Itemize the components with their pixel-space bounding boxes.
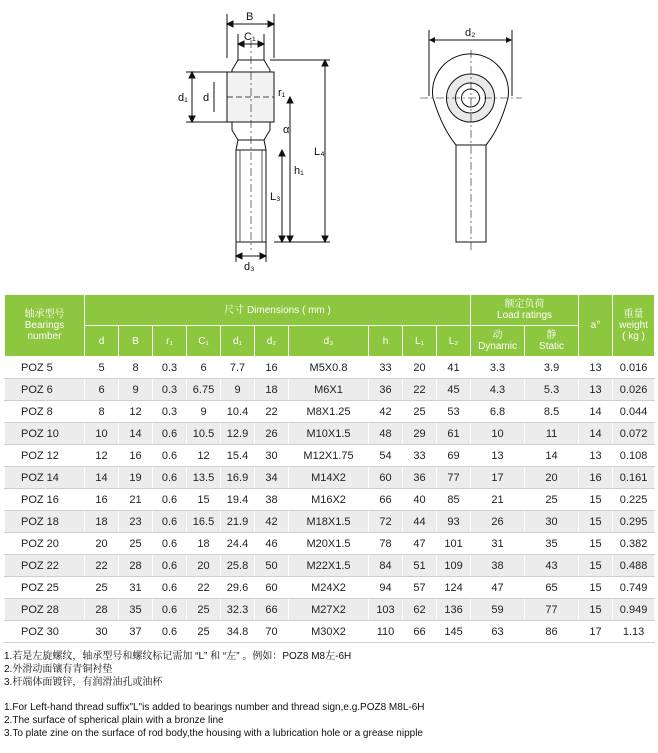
- table-row: [5, 401, 655, 423]
- table-row: [5, 379, 655, 401]
- table-cell: 66: [255, 599, 289, 621]
- table-cell: 0.161: [613, 467, 655, 489]
- table-cell: 8: [85, 401, 119, 423]
- header-model-en-1: Bearings: [24, 320, 65, 331]
- cell-model: POZ 30: [5, 621, 85, 643]
- table-cell: 0.225: [613, 489, 655, 511]
- table-cell: 21: [119, 489, 153, 511]
- table-cell: 28: [119, 555, 153, 577]
- cell-model: POZ 20: [5, 533, 85, 555]
- header-dynamic: [471, 326, 525, 357]
- table-cell: 13: [579, 357, 613, 379]
- table-cell: 0.6: [153, 533, 187, 555]
- table-cell: 13: [579, 445, 613, 467]
- table-cell: 21.9: [221, 511, 255, 533]
- header-dynamic-en: Dynamic: [478, 341, 517, 352]
- table-body: [5, 357, 655, 643]
- cell-model: POZ 22: [5, 555, 85, 577]
- header-model-cn: 轴承型号: [24, 309, 65, 320]
- technical-drawings: [0, 0, 658, 290]
- table-cell: 59: [471, 599, 525, 621]
- table-cell: 0.6: [153, 599, 187, 621]
- table-cell: 0.026: [613, 379, 655, 401]
- table-cell: 10: [471, 423, 525, 445]
- table-cell: 30: [525, 511, 579, 533]
- table-cell: 0.295: [613, 511, 655, 533]
- label-L4: L₄: [314, 146, 325, 158]
- cell-model: POZ 6: [5, 379, 85, 401]
- table-cell: 7.7: [221, 357, 255, 379]
- table-cell: 20: [403, 357, 437, 379]
- table-cell: 85: [437, 489, 471, 511]
- table-cell: 18: [85, 511, 119, 533]
- table-cell: 15.4: [221, 445, 255, 467]
- label-h1: h₁: [294, 165, 304, 177]
- table-cell: 35: [525, 533, 579, 555]
- table-cell: 20: [187, 555, 221, 577]
- table-cell: 0.6: [153, 489, 187, 511]
- table-cell: 103: [369, 599, 403, 621]
- table-cell: 38: [255, 489, 289, 511]
- table-cell: 12.9: [221, 423, 255, 445]
- table-cell: 19.4: [221, 489, 255, 511]
- table-cell: 13: [471, 445, 525, 467]
- table-row: [5, 577, 655, 599]
- table-cell: 10.4: [221, 401, 255, 423]
- table-cell: 14: [119, 423, 153, 445]
- table-cell: 16.5: [187, 511, 221, 533]
- table-cell: 101: [437, 533, 471, 555]
- table-cell: 0.3: [153, 357, 187, 379]
- table-cell: 13: [579, 379, 613, 401]
- table-cell: 36: [403, 467, 437, 489]
- label-d2: d₂: [465, 27, 476, 39]
- header-model: [5, 295, 85, 357]
- table-cell: 0.016: [613, 357, 655, 379]
- label-L3: L₃: [270, 191, 281, 203]
- header-weight-en-2: ( kg ): [622, 331, 645, 342]
- label-C1: C₁: [244, 31, 256, 43]
- cell-model: POZ 8: [5, 401, 85, 423]
- table-cell: M30X2: [289, 621, 369, 643]
- table-cell: 77: [437, 467, 471, 489]
- table-cell: 48: [369, 423, 403, 445]
- table-cell: 70: [255, 621, 289, 643]
- table-cell: M27X2: [289, 599, 369, 621]
- table-cell: 22: [85, 555, 119, 577]
- header-col-d: d: [85, 326, 119, 357]
- table-cell: 31: [119, 577, 153, 599]
- cell-model: POZ 28: [5, 599, 85, 621]
- table-cell: 14: [525, 445, 579, 467]
- table-cell: 69: [437, 445, 471, 467]
- table-cell: 45: [437, 379, 471, 401]
- table-cell: 8.5: [525, 401, 579, 423]
- table-cell: 0.488: [613, 555, 655, 577]
- table-cell: M6X1: [289, 379, 369, 401]
- table-cell: 13.5: [187, 467, 221, 489]
- table-cell: 15: [579, 599, 613, 621]
- table-cell: 10.5: [187, 423, 221, 445]
- table-cell: 136: [437, 599, 471, 621]
- header-col-h: h: [369, 326, 403, 357]
- table-cell: 23: [119, 511, 153, 533]
- table-cell: 15: [579, 511, 613, 533]
- spec-table: [4, 294, 655, 643]
- table-cell: 34.8: [221, 621, 255, 643]
- table-cell: 60: [255, 577, 289, 599]
- table-cell: 0.3: [153, 379, 187, 401]
- header-col-r1: r₁: [153, 326, 187, 357]
- header-static-en: Static: [539, 341, 565, 352]
- label-d1: d₁: [178, 92, 188, 104]
- table-cell: 15: [579, 489, 613, 511]
- table-cell: 38: [471, 555, 525, 577]
- header-weight: [613, 295, 655, 357]
- table-row: [5, 423, 655, 445]
- table-cell: 6.8: [471, 401, 525, 423]
- cell-model: POZ 5: [5, 357, 85, 379]
- table-header-row-1: [5, 295, 655, 326]
- table-cell: 31: [471, 533, 525, 555]
- table-cell: 12: [187, 445, 221, 467]
- table-cell: 20: [525, 467, 579, 489]
- table-cell: 30: [85, 621, 119, 643]
- table-cell: 65: [525, 577, 579, 599]
- table-cell: 0.044: [613, 401, 655, 423]
- table-cell: 0.6: [153, 467, 187, 489]
- table-row: [5, 489, 655, 511]
- table-cell: 40: [403, 489, 437, 511]
- table-cell: 124: [437, 577, 471, 599]
- table-cell: 0.6: [153, 445, 187, 467]
- cell-model: POZ 16: [5, 489, 85, 511]
- header-col-d2: d₂: [255, 326, 289, 357]
- note-en-3: 3.To plate zine on the surface of rod body,the housing with a lubrication hole or a grease nipple: [4, 728, 423, 739]
- rod-end-drawing: [0, 0, 658, 290]
- header-load-cn: 额定负荷: [504, 299, 545, 310]
- table-cell: 0.108: [613, 445, 655, 467]
- note-cn-3: 3.杆端体面镀锌，有润滑油孔或油杯: [4, 677, 163, 688]
- table-cell: 29.6: [221, 577, 255, 599]
- header-load: [471, 295, 579, 326]
- table-cell: 11: [525, 423, 579, 445]
- table-cell: M14X2: [289, 467, 369, 489]
- table-cell: 19: [119, 467, 153, 489]
- table-cell: 25.8: [221, 555, 255, 577]
- note-cn-1: 1.若是左旋螺纹，轴承型号和螺纹标记需加 “L” 和 “左” 。例如：POZ8 M8左-6H: [4, 651, 352, 662]
- table-cell: 0.6: [153, 511, 187, 533]
- table-cell: 0.6: [153, 555, 187, 577]
- table-cell: 20: [85, 533, 119, 555]
- table-cell: 25: [525, 489, 579, 511]
- table-cell: 9: [187, 401, 221, 423]
- table-cell: 24.4: [221, 533, 255, 555]
- table-cell: 93: [437, 511, 471, 533]
- table-row: [5, 511, 655, 533]
- table-cell: 0.3: [153, 401, 187, 423]
- table-cell: 25: [187, 599, 221, 621]
- table-cell: 61: [437, 423, 471, 445]
- table-cell: 110: [369, 621, 403, 643]
- note-cn-2: 2.外滑动面镶有青铜衬垫: [4, 664, 113, 675]
- table-row: [5, 357, 655, 379]
- table-cell: 16: [85, 489, 119, 511]
- cell-model: POZ 18: [5, 511, 85, 533]
- table-cell: 14: [579, 423, 613, 445]
- table-cell: 14: [579, 401, 613, 423]
- table-cell: M24X2: [289, 577, 369, 599]
- table-cell: 9: [221, 379, 255, 401]
- table-cell: 15: [579, 577, 613, 599]
- table-cell: 94: [369, 577, 403, 599]
- table-cell: 5: [85, 357, 119, 379]
- table-cell: 15: [579, 555, 613, 577]
- table-row: [5, 445, 655, 467]
- table-cell: 21: [471, 489, 525, 511]
- table-cell: 77: [525, 599, 579, 621]
- header-col-d1: d₁: [221, 326, 255, 357]
- table-cell: 53: [437, 401, 471, 423]
- table-cell: 17: [471, 467, 525, 489]
- table-cell: M20X1.5: [289, 533, 369, 555]
- table-header-row-2: [5, 326, 655, 357]
- label-d3: d₃: [244, 261, 255, 273]
- table-cell: 0.6: [153, 621, 187, 643]
- table-cell: M8X1.25: [289, 401, 369, 423]
- table-cell: 0.749: [613, 577, 655, 599]
- table-cell: 47: [403, 533, 437, 555]
- table-cell: 6.75: [187, 379, 221, 401]
- table-cell: 66: [369, 489, 403, 511]
- table-cell: 4.3: [471, 379, 525, 401]
- table-cell: 10: [85, 423, 119, 445]
- table-cell: 0.382: [613, 533, 655, 555]
- table-cell: 44: [403, 511, 437, 533]
- header-weight-en-1: weight: [619, 320, 648, 331]
- note-en-1: 1.For Left-hand thread suffix"L"is added to bearings number and thread sign,e.g.POZ8 M8L-6H: [4, 702, 425, 713]
- label-alpha: α: [283, 124, 290, 136]
- header-dynamic-cn: 动: [492, 330, 503, 341]
- table-cell: 14: [85, 467, 119, 489]
- table-cell: 3.9: [525, 357, 579, 379]
- header-model-en-2: number: [27, 331, 62, 342]
- table-cell: 30: [255, 445, 289, 467]
- table-cell: 51: [403, 555, 437, 577]
- header-alpha: a°: [579, 295, 613, 357]
- table-cell: 0.6: [153, 577, 187, 599]
- table-cell: 18: [187, 533, 221, 555]
- table-cell: 25: [403, 401, 437, 423]
- table-cell: 6: [187, 357, 221, 379]
- table-cell: 72: [369, 511, 403, 533]
- header-col-L1: L₁: [403, 326, 437, 357]
- table-cell: 26: [471, 511, 525, 533]
- label-B: B: [246, 11, 254, 23]
- table-cell: 9: [119, 379, 153, 401]
- table-cell: 57: [403, 577, 437, 599]
- table-cell: 35: [119, 599, 153, 621]
- table-cell: 66: [403, 621, 437, 643]
- table-cell: 16.9: [221, 467, 255, 489]
- header-load-en: Load ratings: [497, 310, 553, 321]
- label-r1: r₁: [278, 87, 286, 99]
- table-cell: 6: [85, 379, 119, 401]
- table-cell: 18: [255, 379, 289, 401]
- header-weight-cn: 重量: [623, 309, 644, 320]
- table-cell: 47: [471, 577, 525, 599]
- header-col-C1: C₁: [187, 326, 221, 357]
- table-cell: 3.3: [471, 357, 525, 379]
- table-cell: 41: [437, 357, 471, 379]
- table-cell: 16: [119, 445, 153, 467]
- table-cell: 46: [255, 533, 289, 555]
- header-col-d3: d₃: [289, 326, 369, 357]
- table-cell: 62: [403, 599, 437, 621]
- table-cell: 50: [255, 555, 289, 577]
- table-cell: 15: [579, 533, 613, 555]
- table-cell: 17: [579, 621, 613, 643]
- table-cell: 25: [85, 577, 119, 599]
- note-en-2: 2.The surface of spherical plain with a bronze line: [4, 715, 224, 726]
- table-cell: 28: [85, 599, 119, 621]
- table-cell: 0.949: [613, 599, 655, 621]
- table-cell: M5X0.8: [289, 357, 369, 379]
- table-cell: M22X1.5: [289, 555, 369, 577]
- table-cell: 12: [119, 401, 153, 423]
- table-cell: 26: [255, 423, 289, 445]
- table-row: [5, 599, 655, 621]
- cell-model: POZ 12: [5, 445, 85, 467]
- table-cell: 145: [437, 621, 471, 643]
- notes: [4, 650, 654, 740]
- table-cell: 54: [369, 445, 403, 467]
- table-cell: 33: [403, 445, 437, 467]
- table-cell: 15: [187, 489, 221, 511]
- table-cell: M18X1.5: [289, 511, 369, 533]
- table-cell: 22: [403, 379, 437, 401]
- table-cell: 25: [187, 621, 221, 643]
- table-cell: 37: [119, 621, 153, 643]
- table-cell: 109: [437, 555, 471, 577]
- table-cell: M10X1.5: [289, 423, 369, 445]
- table-cell: 34: [255, 467, 289, 489]
- table-cell: 84: [369, 555, 403, 577]
- table-cell: 12: [85, 445, 119, 467]
- table-cell: 78: [369, 533, 403, 555]
- cell-model: POZ 14: [5, 467, 85, 489]
- table-row: [5, 533, 655, 555]
- table-cell: 22: [255, 401, 289, 423]
- table-cell: 43: [525, 555, 579, 577]
- header-static: [525, 326, 579, 357]
- table-cell: 5.3: [525, 379, 579, 401]
- header-static-cn: 静: [546, 330, 557, 341]
- table-cell: 42: [369, 401, 403, 423]
- table-row: [5, 555, 655, 577]
- table-cell: 86: [525, 621, 579, 643]
- table-cell: 22: [187, 577, 221, 599]
- table-cell: 36: [369, 379, 403, 401]
- table-cell: 25: [119, 533, 153, 555]
- table-cell: 42: [255, 511, 289, 533]
- table-cell: 60: [369, 467, 403, 489]
- table-cell: M12X1.75: [289, 445, 369, 467]
- table-cell: 0.072: [613, 423, 655, 445]
- cell-model: POZ 10: [5, 423, 85, 445]
- table-cell: 8: [119, 357, 153, 379]
- header-col-L2: L₂: [437, 326, 471, 357]
- table-cell: 16: [579, 467, 613, 489]
- header-col-B: B: [119, 326, 153, 357]
- table-cell: 63: [471, 621, 525, 643]
- table-cell: 1.13: [613, 621, 655, 643]
- table-cell: 0.6: [153, 423, 187, 445]
- table-cell: 16: [255, 357, 289, 379]
- table-row: [5, 467, 655, 489]
- table-cell: M16X2: [289, 489, 369, 511]
- table-row: [5, 621, 655, 643]
- cell-model: POZ 25: [5, 577, 85, 599]
- table-cell: 33: [369, 357, 403, 379]
- table-cell: 29: [403, 423, 437, 445]
- header-dimensions: 尺寸 Dimensions ( mm ): [85, 295, 471, 326]
- label-d: d: [203, 92, 210, 104]
- table-cell: 32.3: [221, 599, 255, 621]
